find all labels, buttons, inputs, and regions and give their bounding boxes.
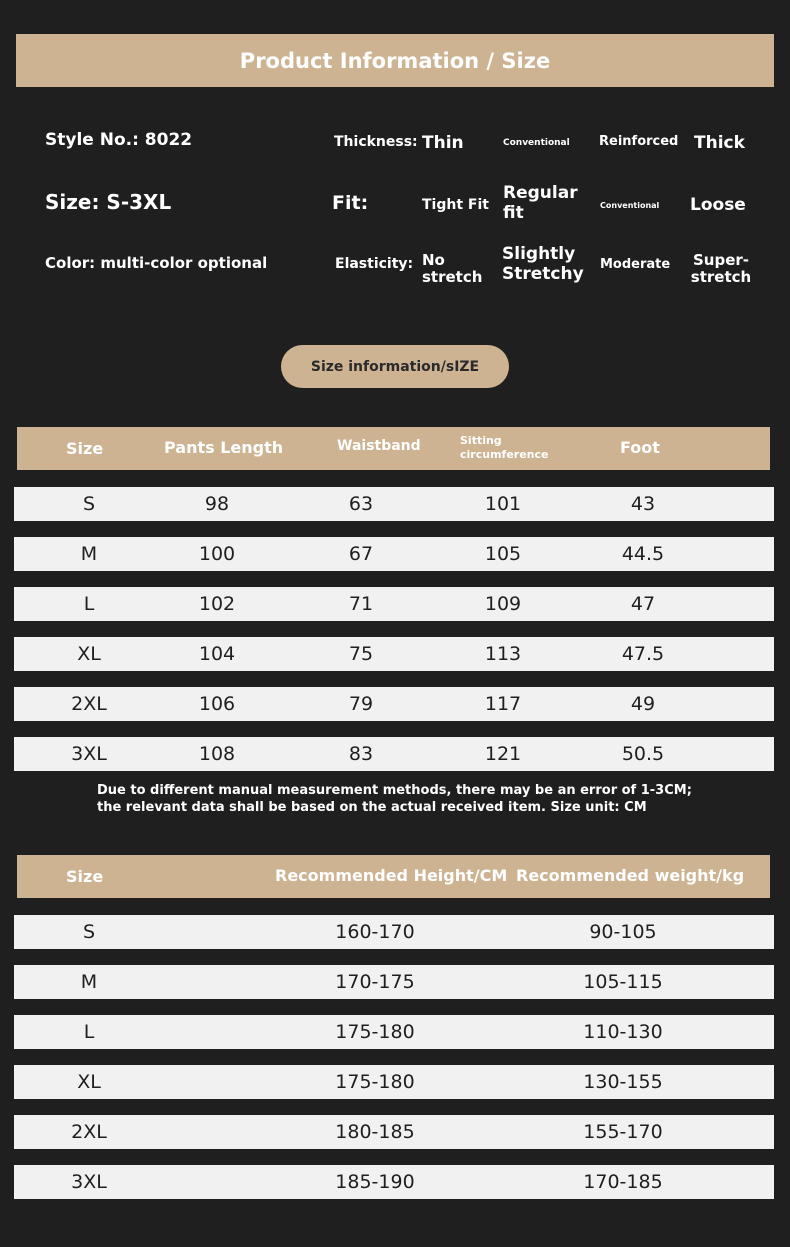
recommendation-table-header xyxy=(17,855,770,898)
table-row xyxy=(14,1065,774,1099)
sitting-circumference-cell: 105 xyxy=(484,543,522,565)
recommended-weight-cell: 105-115 xyxy=(583,971,663,993)
sitting-circumference-col-header: Sitting circumference xyxy=(460,434,549,461)
recommended-weight-cell: 90-105 xyxy=(589,921,657,943)
elasticity-label: Elasticity: xyxy=(335,256,414,272)
foot-cell: 47.5 xyxy=(621,643,665,665)
size-information-pill xyxy=(281,345,509,388)
pants-length-cell: 100 xyxy=(198,543,236,565)
foot-cell: 43 xyxy=(630,493,656,515)
waistband-cell: 75 xyxy=(348,643,374,665)
elasticity-option-slightly: Slightly Stretchy xyxy=(502,244,584,284)
waistband-cell: 79 xyxy=(348,693,374,715)
foot-cell: 47 xyxy=(630,593,656,615)
fit-option-loose: Loose xyxy=(690,195,746,215)
size-range: Size: S-3XL xyxy=(45,190,172,214)
waistband-col-header: Waistband xyxy=(337,438,421,454)
recommended-weight-cell: 170-185 xyxy=(583,1171,663,1193)
sitting-circumference-cell: 101 xyxy=(484,493,522,515)
style-number: Style No.: 8022 xyxy=(45,130,193,150)
size-cell: 2XL xyxy=(71,693,107,715)
rec-size-cell: 2XL xyxy=(71,1121,107,1143)
pants-length-cell: 104 xyxy=(198,643,236,665)
rec-size-cell: XL xyxy=(77,1071,101,1093)
thickness-option-thick: Thick xyxy=(694,133,745,153)
pants-length-cell: 106 xyxy=(198,693,236,715)
pants-length-cell: 102 xyxy=(198,593,236,615)
recommended-height-cell: 185-190 xyxy=(335,1171,415,1193)
thickness-option-reinforced: Reinforced xyxy=(599,134,679,149)
recommended-weight-col-header: Recommended weight/kg xyxy=(516,866,745,885)
rec-size-col-header: Size xyxy=(66,867,104,886)
sitting-circumference-cell: 109 xyxy=(484,593,522,615)
sitting-circumference-cell: 113 xyxy=(484,643,522,665)
waistband-cell: 67 xyxy=(348,543,374,565)
recommended-height-cell: 170-175 xyxy=(335,971,415,993)
measurement-note-line-1: Due to different manual measurement methods, there may be an error of 1-3CM; xyxy=(97,783,692,798)
size-cell: 3XL xyxy=(71,743,107,765)
table-row xyxy=(14,915,774,949)
foot-col-header: Foot xyxy=(620,438,660,457)
recommended-weight-cell: 155-170 xyxy=(583,1121,663,1143)
page-title-banner xyxy=(16,34,774,87)
size-cell: L xyxy=(83,593,95,615)
size-cell: XL xyxy=(77,643,101,665)
rec-size-cell: S xyxy=(82,921,96,943)
foot-cell: 49 xyxy=(630,693,656,715)
waistband-cell: 83 xyxy=(348,743,374,765)
pants-length-cell: 108 xyxy=(198,743,236,765)
size-table-header xyxy=(17,427,770,470)
table-row xyxy=(14,737,774,771)
recommended-height-cell: 175-180 xyxy=(335,1021,415,1043)
pants-length-col-header: Pants Length xyxy=(164,438,284,457)
elasticity-option-super: Super-stretch xyxy=(690,251,752,287)
thickness-option-thin: Thin xyxy=(422,133,464,153)
recommended-height-cell: 160-170 xyxy=(335,921,415,943)
size-information-label: Size information/sIZE xyxy=(310,358,480,375)
fit-option-conventional: Conventional xyxy=(600,201,660,210)
measurement-note-line-2: the relevant data shall be based on the actual received item. Size unit: CM xyxy=(97,800,647,815)
fit-label: Fit: xyxy=(332,192,369,214)
rec-size-cell: M xyxy=(80,971,98,993)
fit-option-regular: Regular fit xyxy=(503,183,578,223)
table-row xyxy=(14,537,774,571)
fit-option-tight: Tight Fit xyxy=(422,197,489,213)
table-row xyxy=(14,1165,774,1199)
recommended-height-col-header: Recommended Height/CM xyxy=(275,866,508,885)
waistband-cell: 71 xyxy=(348,593,374,615)
recommended-height-cell: 175-180 xyxy=(335,1071,415,1093)
thickness-label: Thickness: xyxy=(334,134,418,150)
table-row xyxy=(14,965,774,999)
foot-cell: 44.5 xyxy=(621,543,665,565)
page-title: Product Information / Size xyxy=(239,48,551,73)
size-cell: M xyxy=(80,543,98,565)
thickness-option-conventional: Conventional xyxy=(503,138,570,148)
pants-length-cell: 98 xyxy=(204,493,230,515)
sitting-circumference-cell: 117 xyxy=(484,693,522,715)
foot-cell: 50.5 xyxy=(621,743,665,765)
table-row xyxy=(14,587,774,621)
table-row xyxy=(14,687,774,721)
rec-size-cell: L xyxy=(83,1021,95,1043)
elasticity-option-moderate: Moderate xyxy=(600,257,671,272)
elasticity-option-no-stretch: No stretch xyxy=(422,251,483,287)
measurement-note xyxy=(97,782,737,816)
color-info: Color: multi-color optional xyxy=(45,254,268,272)
recommended-weight-cell: 110-130 xyxy=(583,1021,663,1043)
table-row xyxy=(14,487,774,521)
recommended-height-cell: 180-185 xyxy=(335,1121,415,1143)
sitting-circumference-cell: 121 xyxy=(484,743,522,765)
size-cell: S xyxy=(82,493,96,515)
table-row xyxy=(14,1015,774,1049)
table-row xyxy=(14,1115,774,1149)
waistband-cell: 63 xyxy=(348,493,374,515)
recommended-weight-cell: 130-155 xyxy=(583,1071,663,1093)
table-row xyxy=(14,637,774,671)
size-col-header: Size xyxy=(66,439,104,458)
rec-size-cell: 3XL xyxy=(71,1171,107,1193)
